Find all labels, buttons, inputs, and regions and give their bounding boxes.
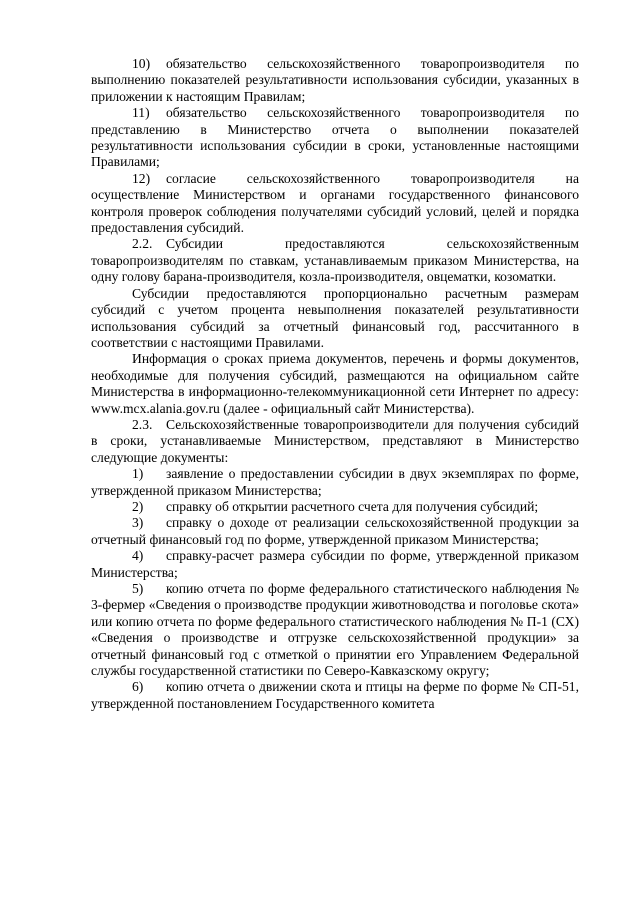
section-2-2 [91, 236, 579, 285]
paragraph [91, 351, 579, 417]
list-item-10 [91, 56, 579, 105]
list-item-1 [91, 466, 579, 499]
list-item-12 [91, 171, 579, 237]
paragraph-text: обязательство сельскохозяйственного товаропроизводителя по представлению в Министерство отчета о выполнении показателей результативности использования субсидии в сроки, установленные настоящими Правилами; [91, 105, 579, 170]
list-item-2 [91, 499, 579, 515]
paragraph-text: обязательство сельскохозяйственного товаропроизводителя по выполнению показателей результативности использования субсидии, указанных в приложении к настоящим Правилам; [91, 56, 579, 104]
paragraph [91, 286, 579, 352]
section-number: 2.3. [132, 416, 153, 432]
list-item-3 [91, 515, 579, 548]
list-item-5 [91, 581, 579, 679]
paragraph-text: заявление о предоставлении субсидии в двух экземплярах по форме, утвержденной приказом Министерства; [91, 466, 579, 498]
section-2-3 [91, 417, 579, 466]
item-number: 4) [132, 548, 144, 564]
item-number: 3) [132, 515, 144, 531]
list-item-4 [91, 548, 579, 581]
list-item-11 [91, 105, 579, 171]
document-page [91, 56, 579, 712]
section-number: 2.2. [132, 236, 153, 252]
paragraph-text: Субсидии предоставляются пропорционально расчетным размерам субсидий с учетом процента невыполнения показателей результативности использования субсидий за отчетный финансовый год, рассчитанного в соответствии с настоящими Правилами. [91, 285, 579, 350]
paragraph-text: справку об открытии расчетного счета для получения субсидий; [166, 498, 539, 514]
paragraph-text: копию отчета по форме федерального статистического наблюдения № 3-фермер «Сведения о производстве продукции животноводства и поголовье скота» или копию отчета по форме федерального статистического наблюдения № П-1 (СХ) «Сведения о производстве и отгрузке сельскохозяйственной продукции» за отчетный финансовый год с отметкой о принятии его Управлением Федеральной службы государственной статистики по Северо-Кавказскому округу; [91, 581, 579, 679]
paragraph-text: Субсидии предоставляются сельскохозяйственным товаропроизводителям по ставкам, устанавливаемым приказом Министерства, на одну голову барана-производителя, козла-производителя, овцематки, козоматки. [91, 236, 579, 285]
item-number: 5) [132, 581, 144, 596]
paragraph-text: справку о доходе от реализации сельскохозяйственной продукции за отчетный финансовый год по форме, утвержденной приказом Министерства; [91, 515, 579, 547]
item-number: 2) [132, 498, 144, 514]
item-number: 11) [132, 105, 150, 121]
paragraph-text: Сельскохозяйственные товаропроизводители для получения субсидий в сроки, устанавливаемые Министерством, представляют в Министерство следующие документы: [91, 416, 579, 465]
paragraph-text: Информация о сроках приема документов, перечень и формы документов, необходимые для получения субсидий, размещаются на официальном сайте Министерства в информационно-телекоммуникационной сети Интернет по адресу: www.mcx.alania.gov.ru (далее - официальный сайт Министерства). [91, 351, 579, 416]
list-item-6 [91, 679, 579, 712]
item-number: 6) [132, 679, 144, 695]
item-number: 12) [132, 170, 151, 186]
item-number: 1) [132, 466, 144, 482]
paragraph-text: справку-расчет размера субсидии по форме, утвержденной приказом Министерства; [91, 548, 579, 580]
paragraph-text: согласие сельскохозяйственного товаропроизводителя на осуществление Министерством и органами государственного финансового контроля проверок соблюдения получателями субсидий условий, целей и порядка предоставления субсидий. [91, 170, 579, 236]
item-number: 10) [132, 56, 151, 71]
paragraph-text: копию отчета о движении скота и птицы на ферме по форме № СП-51, утвержденной постановлением Государственного комитета [91, 679, 579, 711]
